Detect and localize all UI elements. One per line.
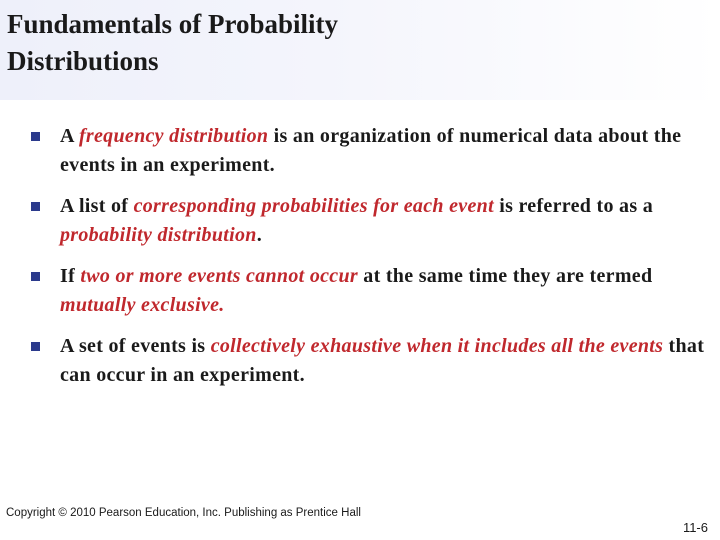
bullet-item bbox=[28, 192, 708, 250]
square-bullet-icon bbox=[31, 132, 40, 141]
bullet-segment: A bbox=[60, 125, 79, 147]
bullet-text bbox=[60, 195, 653, 246]
bullet-segment: that can occur in an experiment. bbox=[60, 335, 705, 386]
bullet-emphasis: probability distribution bbox=[60, 224, 257, 246]
square-bullet-icon bbox=[31, 272, 40, 281]
bullet-text bbox=[60, 265, 652, 316]
bullet-text bbox=[60, 125, 681, 176]
slide-title-line-1: Fundamentals of Probability bbox=[7, 9, 339, 39]
bullet-item bbox=[28, 332, 708, 390]
square-bullet-icon bbox=[31, 342, 40, 351]
bullet-segment: is referred to as a bbox=[493, 195, 654, 217]
bullet-segment: is an organization of numerical data about the events in an experiment. bbox=[60, 125, 682, 176]
bullet-emphasis: frequency distribution bbox=[78, 125, 269, 147]
bullet-list bbox=[28, 122, 708, 402]
bullet-segment: . bbox=[256, 224, 262, 246]
bullet-emphasis: collectively exhaustive when it includes all the events bbox=[210, 335, 664, 357]
bullet-item bbox=[28, 122, 708, 180]
slide-title-line-2: Distributions bbox=[7, 46, 159, 76]
bullet-emphasis: corresponding probabilities for each event bbox=[133, 195, 494, 217]
copyright-notice: Copyright © 2010 Pearson Education, Inc. Publishing as Prentice Hall bbox=[6, 507, 361, 519]
bullet-segment: If bbox=[60, 265, 81, 287]
bullet-item bbox=[28, 262, 708, 320]
bullet-text bbox=[60, 335, 704, 386]
slide-title bbox=[7, 6, 338, 80]
bullet-segment: A list of bbox=[60, 195, 134, 217]
bullet-segment: at the same time they are termed bbox=[357, 265, 653, 287]
square-bullet-icon bbox=[31, 202, 40, 211]
bullet-emphasis: mutually exclusive. bbox=[60, 294, 225, 316]
page-number: 11-6 bbox=[682, 520, 708, 535]
bullet-emphasis: two or more events cannot occur bbox=[80, 265, 358, 287]
bullet-segment: A set of events is bbox=[60, 335, 211, 357]
